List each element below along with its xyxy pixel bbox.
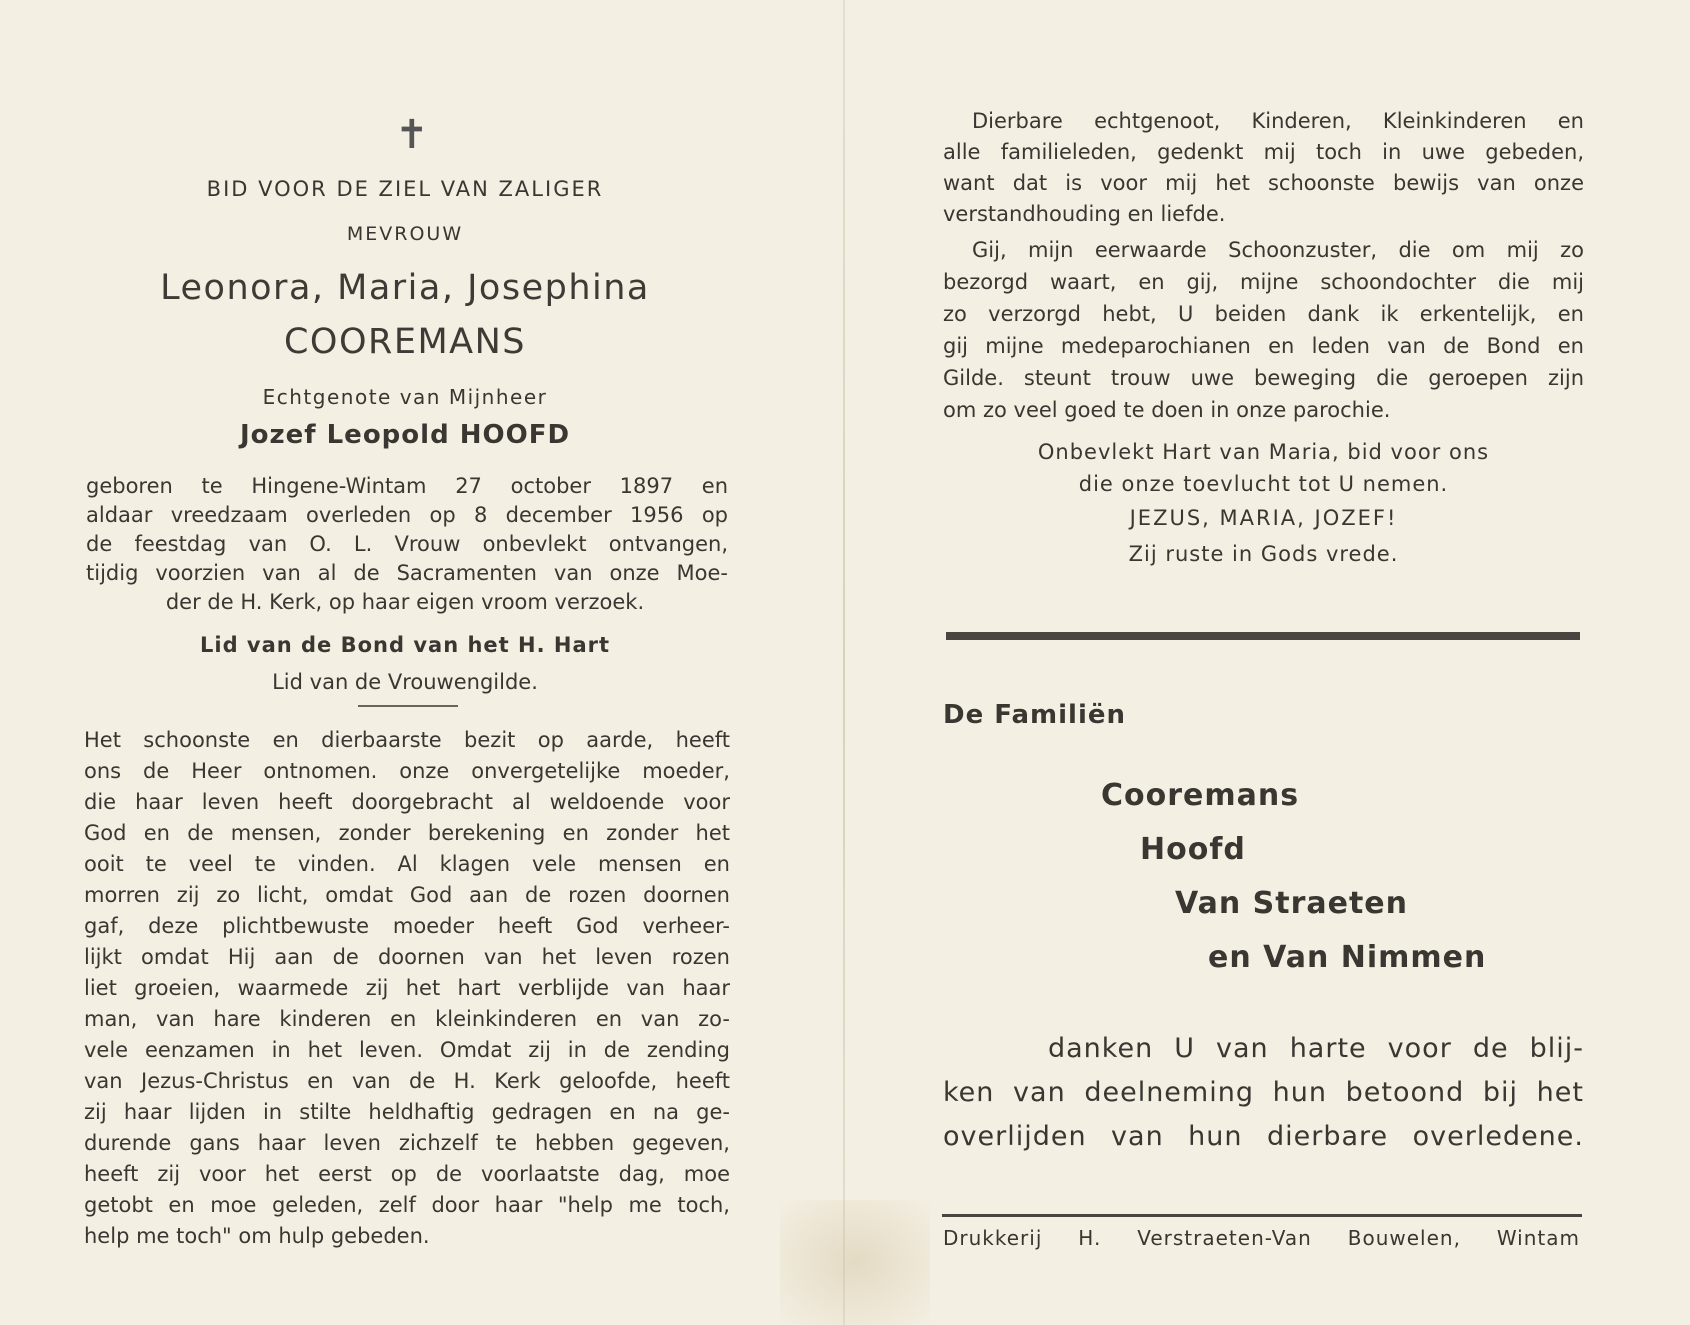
- thanks-line: danken U van harte voor de blij-: [1048, 1033, 1584, 1064]
- bio-line: der de H. Kerk, op haar eigen vroom verzoek.: [165, 590, 645, 614]
- text-line: Gilde. steunt trouw uwe beweging die geroepen zijn: [943, 366, 1584, 390]
- text-line: Dierbare echtgenoot, Kinderen, Kleinkinderen en: [972, 109, 1584, 133]
- heading: BID VOOR DE ZIEL VAN ZALIGER: [206, 177, 604, 201]
- given-names: Leonora, Maria, Josephina: [160, 268, 650, 308]
- fold-line: [843, 0, 845, 1325]
- thanks-line: overlijden van hun dierbare overledene.: [943, 1121, 1584, 1152]
- text-line: gij mijne medeparochianen en leden van de Bond en: [943, 334, 1584, 358]
- bio-line: geboren te Hingene-Wintam 27 october 1897 en: [86, 474, 728, 498]
- spouse-intro: Echtgenote van Mijnheer: [262, 385, 548, 409]
- spouse-name: Jozef Leopold HOOFD: [239, 420, 571, 450]
- thanks-line: ken van deelneming hun betoond bij het: [943, 1077, 1584, 1108]
- family-name: Cooremans: [1101, 778, 1300, 813]
- text-line: God en de mensen, zonder berekening en zonder het: [84, 821, 730, 845]
- text-line: die haar leven heeft doorgebracht al weldoende voor: [84, 790, 730, 814]
- prayer-line: Zij ruste in Gods vrede.: [1128, 542, 1399, 566]
- text-line: verstandhouding en liefde.: [943, 202, 1226, 226]
- text-line: alle familieleden, gedenkt mij toch in uwe gebeden,: [943, 140, 1584, 164]
- text-line: help me toch" om hulp gebeden.: [84, 1224, 430, 1248]
- thick-divider: [946, 632, 1580, 640]
- prayer-line: die onze toevlucht tot U nemen.: [1078, 472, 1449, 496]
- text-line: lijkt omdat Hij aan de doornen van het leven rozen: [84, 945, 730, 969]
- title: MEVROUW: [346, 223, 464, 245]
- text-line: zo verzorgd hebt, U beiden dank ik erkentelijk, en: [943, 302, 1584, 326]
- family-name: en Van Nimmen: [1208, 940, 1487, 975]
- text-line: ooit te veel te vinden. Al klagen vele mensen en: [84, 852, 730, 876]
- paper-stain: [780, 1200, 930, 1325]
- text-line: durende gans haar leven zichzelf te hebben gegeven,: [84, 1131, 730, 1155]
- text-line: getobt en moe geleden, zelf door haar "help me toch,: [84, 1193, 730, 1217]
- divider: [358, 705, 458, 707]
- bio-line: aldaar vreedzaam overleden op 8 december 1956 op: [86, 503, 728, 527]
- text-line: vele eenzamen in het leven. Omdat zij in de zending: [84, 1038, 730, 1062]
- text-line: zij haar lijden in stilte heldhaftig gedragen en na ge-: [84, 1100, 730, 1124]
- surname: COOREMANS: [283, 322, 526, 362]
- bio-line: de feestdag van O. L. Vrouw onbevlekt ontvangen,: [86, 532, 728, 556]
- families-heading: De Familiën: [943, 700, 1127, 730]
- prayer-line: Onbevlekt Hart van Maria, bid voor ons: [1037, 440, 1490, 464]
- text-line: heeft zij voor het eerst op de voorlaatste dag, moe: [84, 1162, 730, 1186]
- family-name: Hoofd: [1140, 832, 1246, 867]
- text-line: gaf, deze plichtbewuste moeder heeft God verheer-: [84, 914, 730, 938]
- text-line: om zo veel goed te doen in onze parochie.: [943, 398, 1391, 422]
- bio-line: tijdig voorzien van al de Sacramenten van onze Moe-: [86, 561, 728, 585]
- thin-divider: [942, 1214, 1582, 1217]
- text-line: ons de Heer ontnomen. onze onvergetelijke moeder,: [84, 759, 730, 783]
- text-line: liet groeien, waarmede zij het hart verblijde van haar: [84, 976, 730, 1000]
- membership-2: Lid van de Vrouwengilde.: [272, 670, 538, 694]
- text-line: want dat is voor mij het schoonste bewijs van onze: [943, 171, 1584, 195]
- prayer-line: JEZUS, MARIA, JOZEF!: [1129, 506, 1398, 530]
- printer-credit: Drukkerij H. Verstraeten-Van Bouwelen, Wintam: [943, 1226, 1580, 1250]
- text-line: morren zij zo licht, omdat God aan de rozen doornen: [84, 883, 730, 907]
- text-line: Gij, mijn eerwaarde Schoonzuster, die om mij zo: [972, 238, 1584, 262]
- text-line: man, van hare kinderen en kleinkinderen en van zo-: [84, 1007, 730, 1031]
- text-line: van Jezus-Christus en van de H. Kerk geloofde, heeft: [84, 1069, 730, 1093]
- family-name: Van Straeten: [1175, 886, 1409, 921]
- text-line: Het schoonste en dierbaarste bezit op aarde, heeft: [84, 728, 730, 752]
- cross-icon: ✝: [395, 112, 429, 158]
- text-line: bezorgd waart, en gij, mijne schoondochter die mij: [943, 270, 1584, 294]
- membership-1: Lid van de Bond van het H. Hart: [199, 633, 611, 657]
